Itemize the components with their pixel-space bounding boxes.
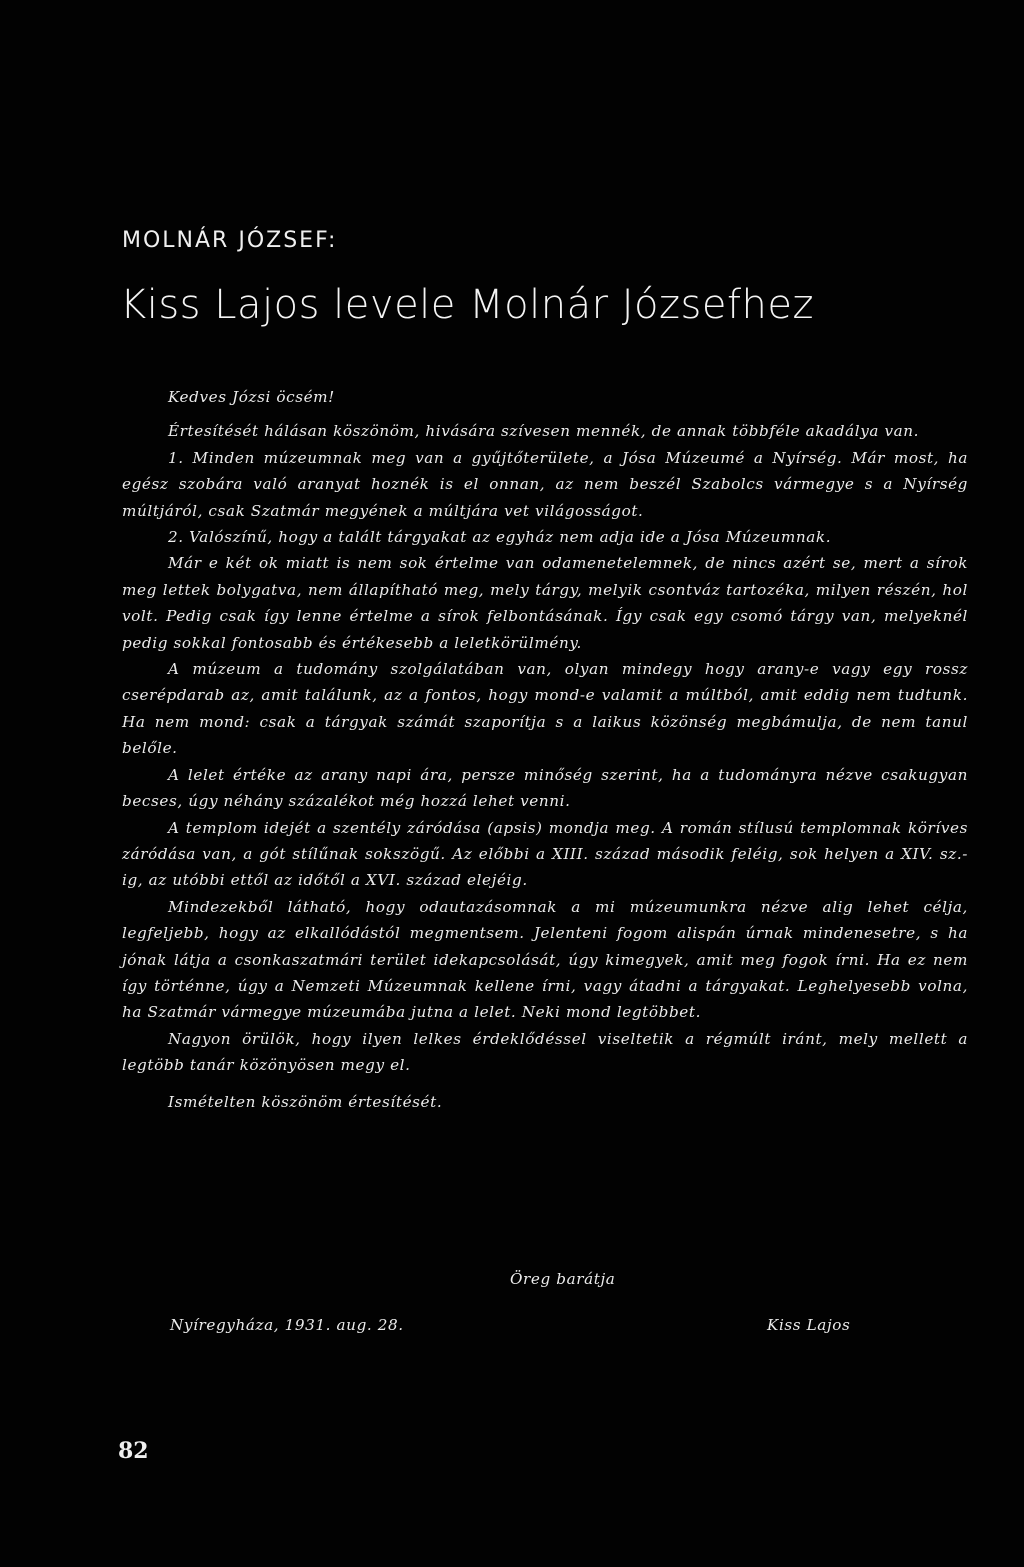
salutation: Kedves Józsi öcsém! xyxy=(168,388,335,406)
letter-title: Kiss Lajos levele Molnár Józsefhez xyxy=(120,282,814,328)
page-number: 82 xyxy=(118,1438,149,1464)
paragraph-appreciation: Nagyon örülök, hogy ilyen lelkes érdeklődéssel viseltetik a régmúlt iránt, mely mellett a legtöbb tanár közönyösen megy el. xyxy=(122,1029,968,1075)
signature: Kiss Lajos xyxy=(767,1316,851,1334)
paragraph-reasons: Már e két ok miatt is nem sok értelme van odamenetelemnek, de nincs azért se, mert a sírok meg lettek bolygatva, nem állapítható meg, mely tárgy, melyik csontváz tartozéka, milyen részén, hol volt. Pedig csak így lenne értelme a sírok felbontásának. Így csak egy csomó tárgy van, melyeknél pedig sokkal fontosabb és értékesebb a leletkörülmény. xyxy=(122,554,968,652)
paragraph-museum-science: A múzeum a tudomány szolgálatában van, olyan mindegy hogy arany-e vagy egy rossz cserépdarab az, amit találunk, az a fontos, hogy mond-e valamit a múltból, amit eddig nem tudtunk. Ha nem mond: csak a tárgyak számát szaporítja s a laikus közönség megbámulja, de nem tanul belőle. xyxy=(122,660,968,758)
paragraph-church-dating: A templom idejét a szentély záródása (apsis) mondja meg. A román stílusú templomnak köríves záródása van, a gót stílűnak sokszögű. Az előbbi a XIII. század második feléig, sok helyen a XIV. sz.-ig, az utóbbi ettől az időtől a XVI. század elejéig. xyxy=(122,818,968,890)
paragraph-point-1: 1. Minden múzeumnak meg van a gyűjtőterülete, a Jósa Múzeumé a Nyírség. Már most, ha egész szobára való aranyat hoznék is el onnan, az nem beszél Szabolcs vármegye s a Nyírség múltjáról, csak Szatmár megyének a múltjára vet világosságot. xyxy=(122,448,968,520)
place-and-date: Nyíregyháza, 1931. aug. 28. xyxy=(170,1316,404,1334)
paragraph-conclusion: Mindezekből látható, hogy odautazásomnak a mi múzeumunkra nézve alig lehet célja, legfeljebb, hogy az elkallódástól megmentsem. Jelenteni fogom alispán úrnak mindenesetre, s ha jónak látja a csonkaszatmári terület idekapcsolását, úgy kimegyek, amit meg fogok írni. Ha ez nem így történne, úgy a Nemzeti Múzeumnak kellene írni, vagy átadni a tárgyakat. Leghelyesebb volna, ha Szatmár vármegye múzeumába jutna a lelet. Neki mond legtöbbet. xyxy=(122,897,968,1022)
author-heading: MOLNÁR JÓZSEF: xyxy=(122,228,338,253)
paragraph-point-2: 2. Valószínű, hogy a talált tárgyakat az egyház nem adja ide a Jósa Múzeumnak. xyxy=(168,528,832,547)
letter-body xyxy=(122,384,968,1115)
paragraph-thanks: Értesítését hálásan köszönöm, hivására szívesen mennék, de annak többféle akadálya van. xyxy=(168,422,920,441)
closing-regards: Öreg barátja xyxy=(510,1270,616,1288)
paragraph-find-value: A lelet értéke az arany napi ára, persze minőség szerint, ha a tudományra nézve csakugyan becses, úgy néhány százalékot még hozzá lehet venni. xyxy=(122,765,968,811)
paragraph-thanks-again: Ismételten köszönöm értesítését. xyxy=(168,1092,443,1111)
